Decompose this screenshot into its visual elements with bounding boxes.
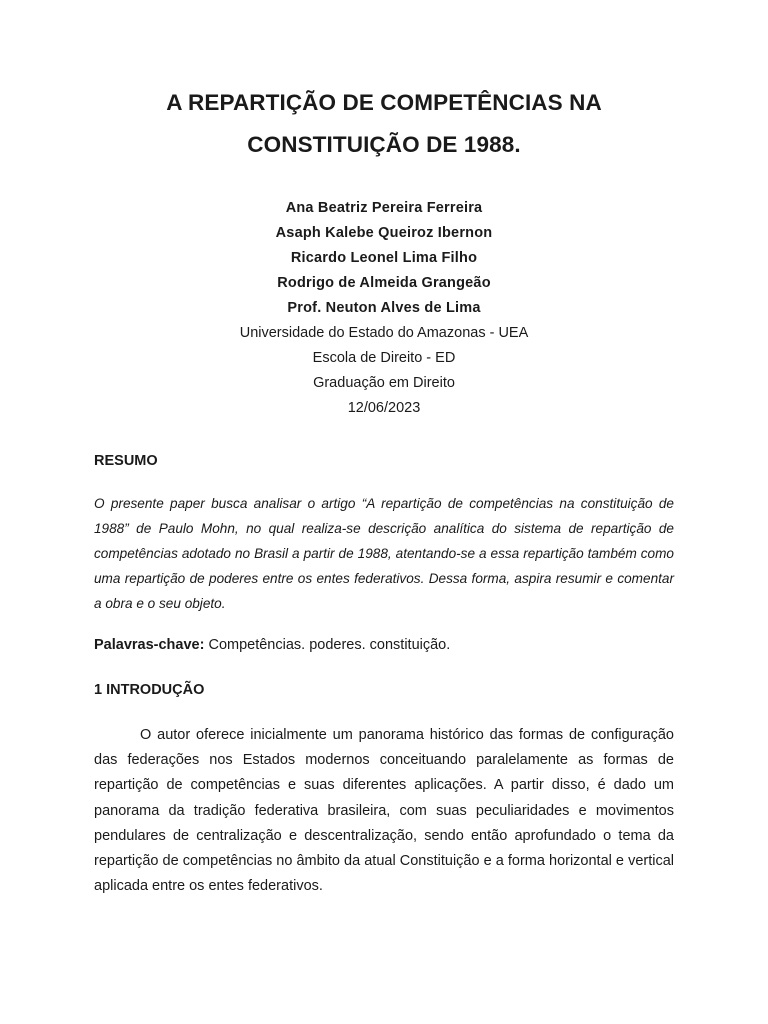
document-date: 12/06/2023 xyxy=(347,400,421,416)
keywords-value: Competências. poderes. constituição. xyxy=(208,637,451,653)
author-name: Ricardo Leonel Lima Filho xyxy=(290,250,478,266)
author-name: Ana Beatriz Pereira Ferreira xyxy=(285,200,483,216)
author-name: Asaph Kalebe Queiroz Ibernon xyxy=(275,225,493,241)
title-line-2: CONSTITUIÇÃO DE 1988. xyxy=(247,132,521,157)
school-name: Escola de Direito - ED xyxy=(312,350,456,366)
title-line-1: A REPARTIÇÃO DE COMPETÊNCIAS NA xyxy=(166,90,602,115)
keywords-line xyxy=(94,634,674,656)
introduction-heading: 1 INTRODUÇÃO xyxy=(94,682,205,698)
university-name: Universidade do Estado do Amazonas - UEA xyxy=(239,325,529,341)
abstract-text: O presente paper busca analisar o artigo “A repartição de competências na constituição de 1988” de Paulo Mohn, no qual realiza-se descrição analítica do sistema de repartição de competências adotado no Brasil a partir de 1988, atentando-se a essa repartição também como uma repartição de poderes entre os entes federativos. Dessa forma, aspira resumir e comentar a obra e o seu objeto. xyxy=(94,496,674,611)
program-name: Graduação em Direito xyxy=(313,375,455,391)
introduction-paragraph: O autor oferece inicialmente um panorama histórico das formas de configuração das federações nos Estados modernos conceituando paralelamente as formas de repartição de competências e suas diferentes aplicações. A partir disso, é dado um panorama da tradição federativa brasileira, com suas peculiaridades e movimentos pendulares de centralização e descentralização, sendo então aprofundado o tema da repartição de competências no âmbito da atual Constituição e a forma horizontal e vertical aplicada entre os entes federativos. xyxy=(94,727,674,895)
author-name: Rodrigo de Almeida Grangeão xyxy=(277,275,491,291)
advisor-name: Prof. Neuton Alves de Lima xyxy=(287,300,481,316)
keywords-label: Palavras-chave: xyxy=(94,637,205,653)
abstract-heading: RESUMO xyxy=(94,453,158,469)
author-block xyxy=(94,196,674,421)
document-title xyxy=(94,82,674,166)
